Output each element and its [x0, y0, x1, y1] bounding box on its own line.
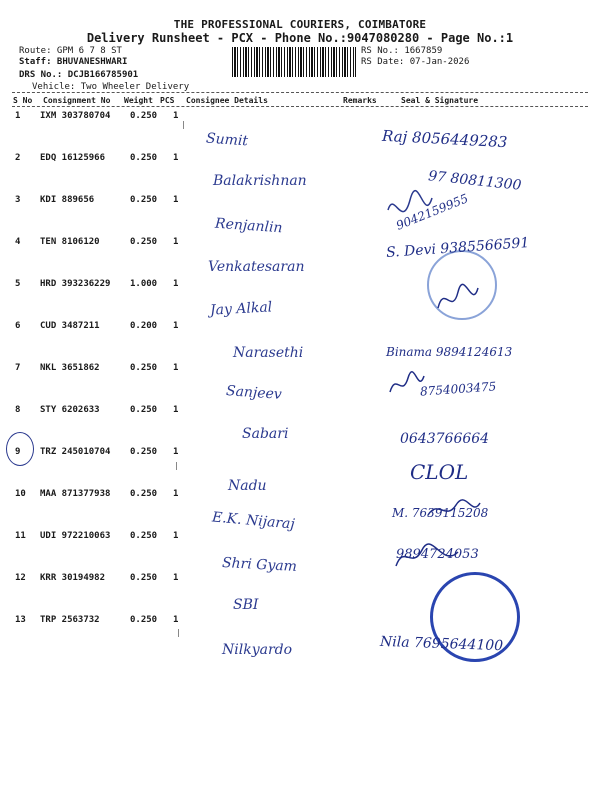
handwritten-consignee: Nadu	[228, 478, 267, 494]
signature-scribble	[424, 497, 484, 523]
row-sno: 12	[15, 573, 26, 583]
signature-scribble	[386, 370, 426, 400]
handwritten-consignee: Sabari	[242, 426, 289, 442]
row-consignment: NKL 3651862	[40, 363, 100, 373]
table-row	[0, 363, 600, 405]
row-weight: 0.250	[130, 489, 158, 499]
handwritten-signature: 0643766664	[400, 431, 490, 447]
tick-mark	[176, 462, 177, 470]
col-header-sno: S No	[13, 96, 33, 105]
table-row	[0, 279, 600, 321]
row-pcs: 1	[173, 489, 179, 499]
row-sno: 7	[15, 363, 21, 373]
row-sno: 5	[15, 279, 21, 289]
table-row	[0, 111, 600, 153]
row-pcs: 1	[173, 279, 179, 289]
row-weight: 0.250	[130, 153, 158, 163]
col-header-consignee: Consignee Details	[186, 96, 268, 105]
handwritten-consignee: Venkatesaran	[208, 259, 305, 275]
row-weight: 1.000	[130, 279, 158, 289]
rs-number: RS No.: 1667859	[361, 46, 443, 56]
signature-scribble	[392, 540, 462, 574]
staff-label: Staff: BHUVANESHWARI	[19, 57, 128, 67]
handwritten-consignee: Sumit	[205, 130, 249, 150]
row-sno: 3	[15, 195, 21, 205]
row-pcs: 1	[173, 447, 179, 457]
handwritten-consignee: E.K. Nijaraj	[211, 509, 296, 533]
row-sno: 6	[15, 321, 21, 331]
row-pcs: 1	[173, 195, 179, 205]
handwritten-signature: Nila 7695644100	[379, 633, 504, 655]
signature-scribble	[380, 180, 440, 240]
row-weight: 0.250	[130, 111, 158, 121]
row-consignment: MAA 871377938	[40, 489, 111, 499]
row-pcs: 1	[173, 111, 179, 121]
row-consignment: UDI 972210063	[40, 531, 111, 541]
table-row	[0, 405, 600, 447]
row-consignment: EDQ 16125966	[40, 153, 106, 163]
handwritten-signature: Binama 9894124613	[386, 345, 513, 359]
handwritten-consignee: Renjanlin	[214, 215, 284, 237]
row-consignment: STY 6202633	[40, 405, 100, 415]
col-header-seal: Seal & Signature	[401, 96, 479, 105]
tick-mark	[183, 121, 184, 129]
row-pcs: 1	[173, 237, 179, 247]
row-pcs: 1	[173, 321, 179, 331]
handwritten-signature: S. Devi 9385566591	[385, 235, 530, 261]
route-label: Route: GPM 6 7 8 ST	[19, 46, 122, 56]
row-sno: 11	[15, 531, 26, 541]
handwritten-signature: 9894724053	[396, 547, 479, 562]
row-consignment: CUD 3487211	[40, 321, 100, 331]
handwritten-consignee: Jay Alkal	[209, 299, 273, 319]
row-weight: 0.250	[130, 237, 158, 247]
row-consignment: HRD 393236229	[40, 279, 111, 289]
row-pcs: 1	[173, 405, 179, 415]
row-consignment: TRP 2563732	[40, 615, 100, 625]
row-consignment: KRR 30194982	[40, 573, 106, 583]
col-header-pcs: PCS	[160, 96, 175, 105]
table-row	[0, 195, 600, 237]
row-consignment: TRZ 245010704	[40, 447, 111, 457]
row-consignment: KDI 889656	[40, 195, 95, 205]
divider	[12, 92, 588, 93]
row-sno: 4	[15, 237, 21, 247]
table-row	[0, 489, 600, 531]
table-row	[0, 531, 600, 573]
runsheet-title: THE PROFESSIONAL COURIERS, COIMBATORE	[173, 18, 427, 31]
handwritten-signature: CLOL	[410, 460, 469, 484]
divider	[12, 106, 588, 107]
row-weight: 0.250	[130, 447, 158, 457]
row-weight: 0.200	[130, 321, 158, 331]
row-sno: 13	[15, 615, 26, 625]
row-pcs: 1	[173, 531, 179, 541]
table-row	[0, 447, 600, 489]
handwritten-consignee: Sanjeev	[225, 383, 283, 403]
handwritten-signature: Raj 8056449283	[381, 126, 508, 152]
tick-mark	[178, 629, 179, 637]
handwritten-signature: M. 7639115208	[392, 506, 489, 520]
handwritten-signature: 9042159955	[394, 191, 471, 233]
handwritten-consignee: Nilkyardo	[222, 642, 293, 658]
handwritten-consignee: Shri Gyam	[221, 555, 298, 575]
vehicle-label: Vehicle: Two Wheeler Delivery	[32, 82, 190, 92]
handwritten-consignee: SBI	[233, 597, 259, 613]
col-header-remarks: Remarks	[343, 96, 377, 105]
row-sno: 1	[15, 111, 21, 121]
row-weight: 0.250	[130, 195, 158, 205]
barcode	[232, 47, 356, 77]
row-consignment: IXM 303780704	[40, 111, 111, 121]
handwritten-signature: 8754003475	[419, 379, 497, 399]
row-pcs: 1	[173, 615, 179, 625]
row-weight: 0.250	[130, 573, 158, 583]
row-sno: 9	[15, 447, 21, 457]
col-header-weight: Weight	[124, 96, 153, 105]
row-sno: 10	[15, 489, 26, 499]
drs-label: DRS No.: DCJB166785901	[19, 70, 139, 80]
runsheet-subtitle: Delivery Runsheet - PCX - Phone No.:9047080280 - Page No.:1	[86, 31, 514, 45]
signature-scribble	[432, 280, 482, 320]
handwritten-consignee: Balakrishnan	[213, 173, 307, 189]
row-weight: 0.250	[130, 405, 158, 415]
row-weight: 0.250	[130, 363, 158, 373]
row-sno: 8	[15, 405, 21, 415]
rs-date: RS Date: 07-Jan-2026	[361, 57, 470, 67]
row-pcs: 1	[173, 153, 179, 163]
handwritten-signature: 97 80811300	[427, 168, 523, 194]
col-header-consignment: Consignment No	[43, 96, 111, 105]
row-weight: 0.250	[130, 531, 158, 541]
row-sno: 2	[15, 153, 21, 163]
row-pcs: 1	[173, 573, 179, 583]
row-weight: 0.250	[130, 615, 158, 625]
handwritten-circle	[6, 432, 34, 466]
handwritten-consignee: Narasethi	[233, 345, 304, 361]
row-pcs: 1	[173, 363, 179, 373]
row-consignment: TEN 8106120	[40, 237, 100, 247]
